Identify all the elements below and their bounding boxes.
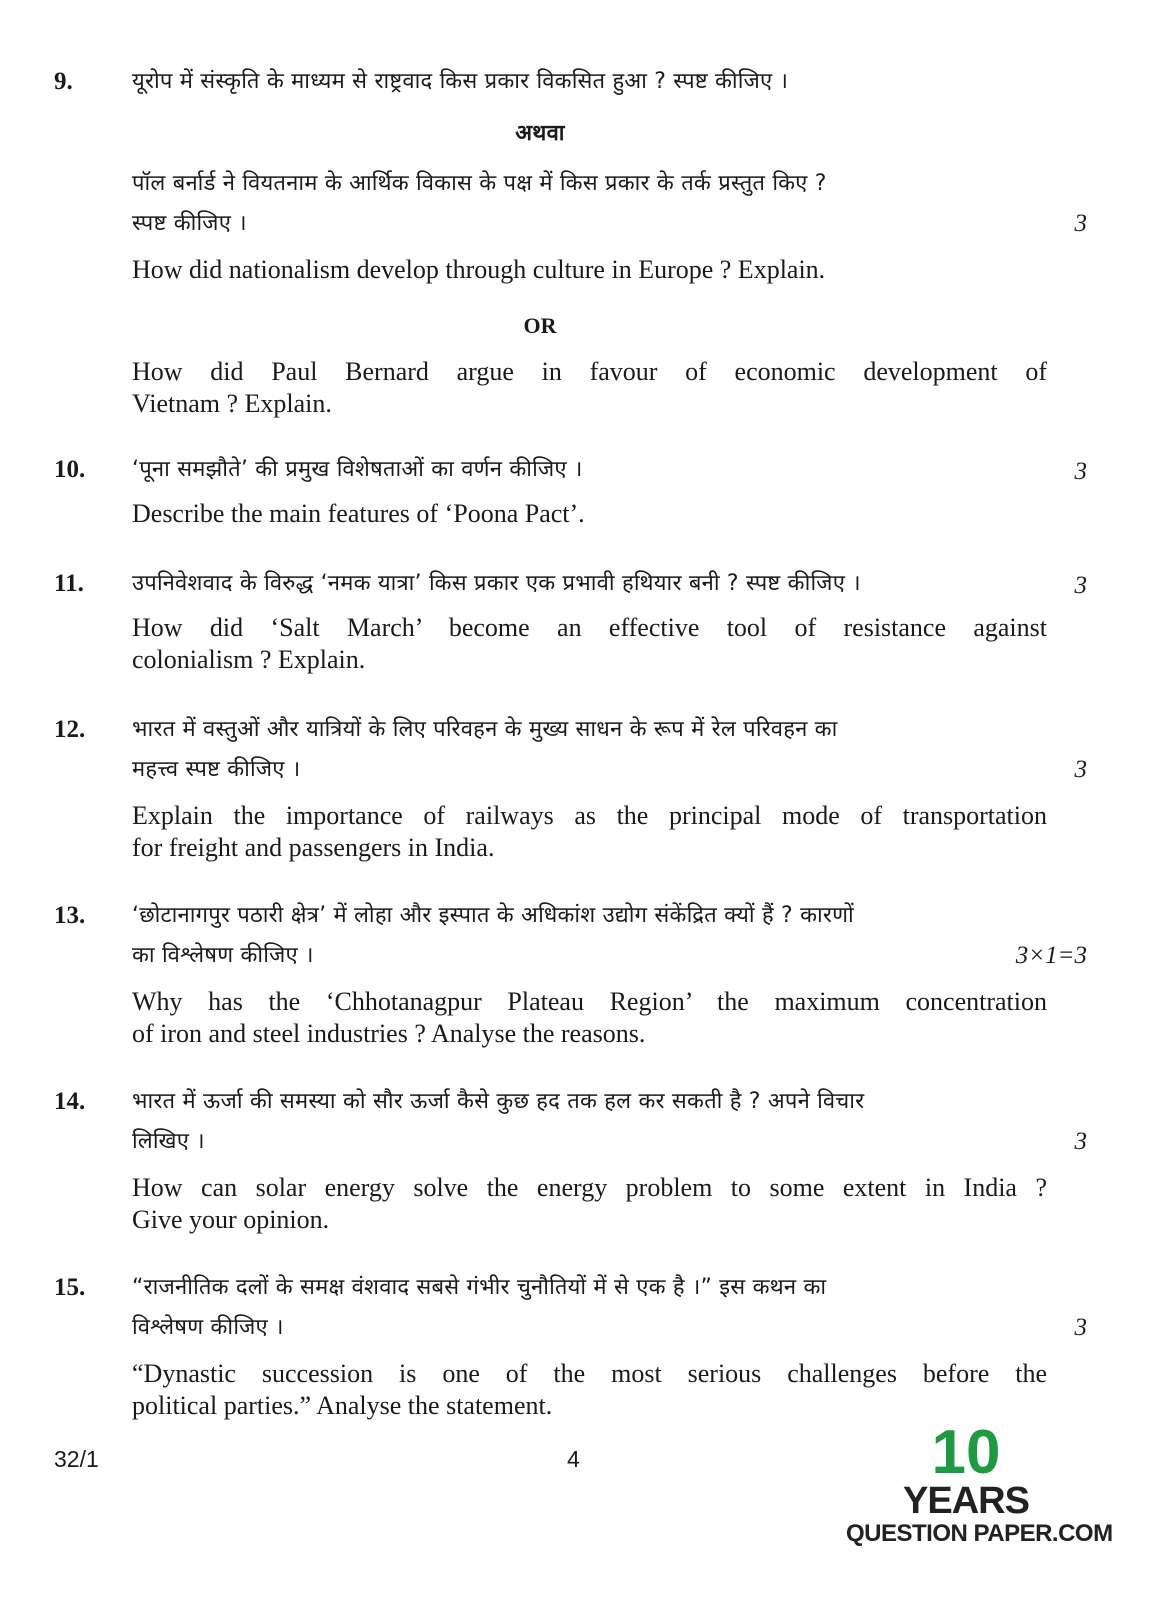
- question-english: Describe the main features of ‘Poona Pact’.: [132, 499, 585, 528]
- question-number: 12.: [54, 716, 86, 743]
- question-english-alternative-line-1: How did Paul Bernard argue in favour of economic development of: [132, 357, 1047, 386]
- question-english-line-2: for freight and passengers in India.: [132, 833, 495, 862]
- page-number: 4: [567, 1446, 580, 1472]
- question-hindi-line-2: लिखिए ।: [132, 1129, 205, 1154]
- question-number: 10.: [54, 456, 86, 483]
- question-number: 13.: [54, 902, 86, 929]
- logo-years: YEARS: [903, 1480, 1029, 1522]
- question-english-line-2: colonialism ? Explain.: [132, 645, 366, 674]
- site-logo: [846, 1418, 1113, 1574]
- question-hindi: यूरोप में संस्कृति के माध्यम से राष्ट्रवाद किस प्रकार विकसित हुआ ? स्पष्ट कीजिए ।: [132, 69, 789, 94]
- marks: 3: [1074, 1128, 1087, 1155]
- or-separator-english: OR: [523, 313, 557, 338]
- marks: 3×1=3: [1015, 942, 1087, 969]
- question-english-alternative-line-2: Vietnam ? Explain.: [132, 389, 332, 418]
- question-hindi-alternative-line-2: स्पष्ट कीजिए ।: [132, 211, 247, 236]
- question-english-line-2: Give your opinion.: [132, 1205, 330, 1234]
- question-number: 14.: [54, 1088, 86, 1115]
- question-hindi-line-2: विश्लेषण कीजिए ।: [132, 1315, 284, 1340]
- question-number: 15.: [54, 1274, 86, 1301]
- logo-number: 10: [931, 1418, 1001, 1487]
- question-number: 11.: [54, 570, 84, 597]
- question-hindi-line-1: भारत में ऊर्जा की समस्या को सौर ऊर्जा कैसे कुछ हद तक हल कर सकती है ? अपने विचार: [132, 1089, 865, 1114]
- marks: 3: [1074, 1314, 1087, 1341]
- question-hindi: ‘पूना समझौते’ की प्रमुख विशेषताओं का वर्णन कीजिए ।: [132, 457, 583, 482]
- question-hindi-alternative-line-1: पॉल बर्नार्ड ने वियतनाम के आर्थिक विकास के पक्ष में किस प्रकार के तर्क प्रस्तुत किए ?: [132, 171, 827, 196]
- question-number: 9.: [54, 68, 73, 95]
- question-english-line-1: How did ‘Salt March’ become an effective tool of resistance against: [132, 613, 1047, 642]
- paper-code: 32/1: [54, 1446, 99, 1472]
- question-hindi-line-1: “राजनीतिक दलों के समक्ष वंशवाद सबसे गंभीर चुनौतियों में से एक है ।” इस कथन का: [132, 1275, 827, 1300]
- question-english: How did nationalism develop through culture in Europe ? Explain.: [132, 255, 826, 284]
- question-english-line-2: of iron and steel industries ? Analyse the reasons.: [132, 1019, 646, 1048]
- logo-subtitle: QUESTION PAPER.COM: [846, 1520, 1113, 1547]
- or-separator-hindi: अथवा: [515, 121, 565, 146]
- question-hindi-line-1: भारत में वस्तुओं और यात्रियों के लिए परिवहन के मुख्य साधन के रूप में रेल परिवहन का: [132, 717, 838, 742]
- question-english-line-1: Why has the ‘Chhotanagpur Plateau Region’ the maximum concentration: [132, 987, 1047, 1016]
- marks: 3: [1074, 572, 1087, 599]
- question-hindi-line-2: महत्त्व स्पष्ट कीजिए ।: [132, 757, 301, 782]
- marks: 3: [1074, 756, 1087, 783]
- question-english-line-2: political parties.” Analyse the statement.: [132, 1391, 553, 1420]
- question-english-line-1: Explain the importance of railways as the principal mode of transportation: [132, 801, 1047, 830]
- question-english-line-1: How can solar energy solve the energy problem to some extent in India ?: [132, 1173, 1047, 1202]
- question-hindi-line-1: ‘छोटानागपुर पठारी क्षेत्र’ में लोहा और इस्पात के अधिकांश उद्योग संकेंद्रित क्यों हैं ? कारणों: [132, 903, 854, 928]
- question-english-line-1: “Dynastic succession is one of the most serious challenges before the: [132, 1359, 1047, 1388]
- question-hindi: उपनिवेशवाद के विरुद्ध ‘नमक यात्रा’ किस प्रकार एक प्रभावी हथियार बनी ? स्पष्ट कीजिए ।: [132, 571, 861, 596]
- marks: 3: [1074, 210, 1087, 237]
- question-hindi-line-2: का विश्लेषण कीजिए ।: [132, 943, 314, 968]
- marks: 3: [1074, 458, 1087, 485]
